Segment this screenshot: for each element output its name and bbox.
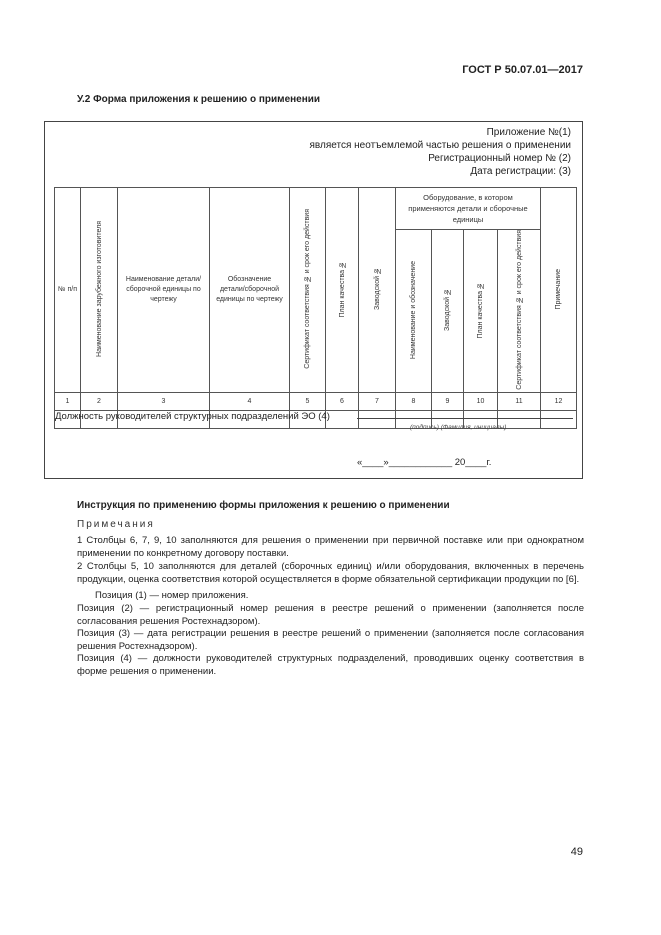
col-equipment-quality-plan-header: План качества № — [464, 230, 498, 393]
signature-line — [357, 418, 573, 419]
section-title: У.2 Форма приложения к решению о применении — [77, 94, 321, 105]
signatory-position-label: Должность руководителей структурных подразделений ЭО (4) — [55, 411, 330, 422]
form-table — [54, 187, 577, 429]
col-num: 7 — [359, 392, 396, 410]
column-numbers-row — [55, 392, 577, 410]
col-num: 10 — [464, 392, 498, 410]
col-num: 9 — [432, 392, 464, 410]
signature-date: «____»____________ 20____г. — [357, 457, 492, 468]
document-code: ГОСТ Р 50.07.01—2017 — [462, 64, 583, 76]
col-equipment-name-header: Наименование и обозначение — [396, 230, 432, 393]
col-num: 4 — [210, 392, 290, 410]
signature-caption: (подпись) (Фамилия, инициалы) — [410, 424, 507, 431]
registration-number: Регистрационный номер № (2) — [428, 153, 571, 164]
col-num: 6 — [326, 392, 359, 410]
col-num: 1 — [55, 392, 81, 410]
col-equipment-serial-header: Заводской № — [432, 230, 464, 393]
col-num: 3 — [118, 392, 210, 410]
col-num: 8 — [396, 392, 432, 410]
col-manufacturer-header: Наименование зарубежного изготовителя — [81, 188, 118, 393]
annex-number: Приложение №(1) — [486, 127, 571, 138]
col-part-name-header: Наименование детали/сборочной единицы по чертежу — [118, 188, 210, 393]
position-4: Позиция (4) — должности руководителей структурных подразделений, проводивших оценку соответствия в форме решения о применении. — [77, 653, 584, 677]
note-1: 1 Столбцы 6, 7, 9, 10 заполняются для решения о применении при первичной поставке или при однократном применении по конкретному договору поставки. — [77, 535, 584, 559]
col-num: 11 — [498, 392, 541, 410]
col-number-header: № п/п — [55, 188, 81, 393]
annex-statement: является неотъемлемой частью решения о применении — [309, 140, 571, 151]
col-serial-header: Заводской № — [359, 188, 396, 393]
note-2: 2 Столбцы 5, 10 заполняются для деталей (сборочных единиц) и/или оборудования, включенных в перечень продукции, оценка соответствия которой осуществляется в форме обязательной сертификации продукции по [6]. — [77, 561, 584, 585]
equipment-group-header: Оборудование, в котором применяются детали и сборочные единицы — [396, 188, 541, 230]
col-num: 5 — [290, 392, 326, 410]
col-quality-plan-header: План качества № — [326, 188, 359, 393]
position-1: Позиция (1) — номер приложения. — [95, 590, 249, 601]
col-note-header: Примечание — [541, 188, 577, 393]
col-num: 12 — [541, 392, 577, 410]
instruction-title: Инструкция по применению формы приложения к решению о применении — [77, 500, 450, 511]
col-part-designation-header: Обозначение детали/сборочной единицы по чертежу — [210, 188, 290, 393]
notes-heading: Примечания — [77, 519, 155, 530]
position-3: Позиция (3) — дата регистрации решения в реестре решений о применении (заполняется после согласования решения Ростехнадзором). — [77, 628, 584, 652]
col-certificate-header: Сертификат соответствия № и срок его действия — [290, 188, 326, 393]
col-num: 2 — [81, 392, 118, 410]
position-2: Позиция (2) — регистрационный номер решения в реестре решений о применении (заполняется после согласования решения Ростехнадзором). — [77, 603, 584, 627]
col-equipment-certificate-header: Сертификат соответствия № и срок его действия — [498, 230, 541, 393]
registration-date: Дата регистрации: (3) — [470, 166, 571, 177]
page-number: 49 — [570, 846, 583, 858]
